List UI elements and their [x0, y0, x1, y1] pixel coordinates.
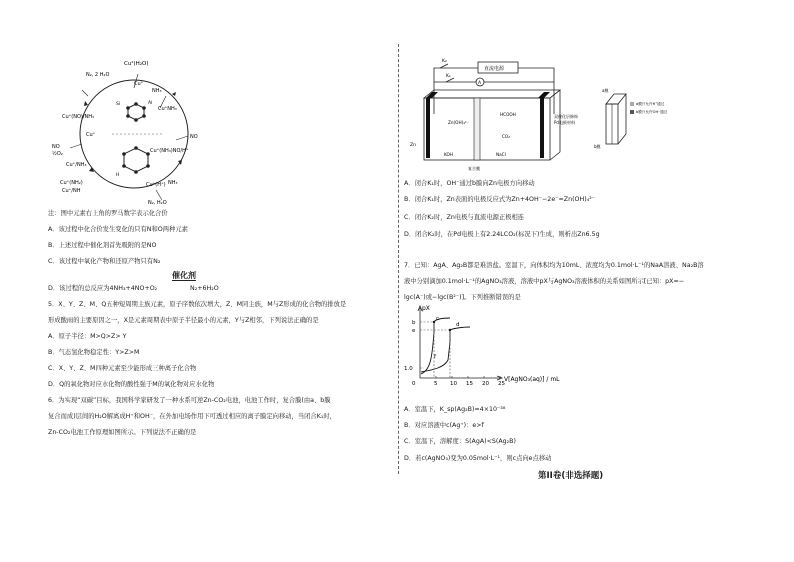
catalytic-cycle-diagram — [52, 56, 222, 206]
catalyst-label: 催化剂 — [172, 271, 196, 280]
label-cuNH: Cu⁺/NH — [62, 188, 81, 194]
q7-option-c: C．室温下，溶解度：S(AgA)<S(Ag₂B) — [404, 438, 516, 445]
meter-label: A — [478, 81, 482, 86]
label-d: d — [456, 322, 460, 328]
label-n2: N₂, 2 H₂O — [86, 72, 110, 78]
switch-k2 — [440, 64, 448, 68]
diagram-note: 注：图中元素右上角的罗马数字表示化合价 — [48, 210, 168, 217]
pd-label-2: Pd电极材料 — [554, 120, 575, 125]
label-o2: ½O₂ — [52, 151, 63, 157]
zn-label: Zn — [410, 143, 416, 148]
pd-electrode — [540, 98, 544, 158]
titration-graph — [404, 302, 574, 388]
membrane-label: 复合膜 — [468, 166, 480, 171]
curve-aga — [421, 318, 450, 374]
q4-option-d-suffix: N₂+6H₂O — [190, 285, 219, 292]
label-n2h2o: N₂, H₂O — [148, 200, 167, 206]
a-mem-label: a膜 — [602, 88, 609, 93]
membrane-detail-diagram — [590, 84, 670, 154]
q6-line-3: Zn-CO₂电池工作原理如图所示。下列说法不正确的是 — [48, 429, 197, 436]
x-label: V[AgNO₃(aq)] / mL — [504, 376, 560, 383]
label-cu1: Cu⁺ — [134, 81, 144, 87]
q7-line-3: lgc(A⁻)或−lgc(B²⁻)]。下列推断错误的是 — [404, 294, 521, 301]
label-cuII-nh3: Cu⁺/NH₃ — [66, 162, 87, 168]
q5-line-2: 形成酸雨的主要原因之一，X是元素周期表中原子半径最小的元素，Y与Z相邻，下列说法正确的是 — [48, 317, 319, 324]
q5-option-a: A．原子半径：M>Q>Z> Y — [48, 333, 127, 340]
q6-line-1: 6．为实现“双碳”目标，我国科学家研发了一种水系可逆Zn-CO₂电池，电池工作时，复合膜(由a、b膜 — [48, 397, 331, 404]
k1-label: K₁ — [446, 74, 451, 79]
q6-option-b: B．闭合K₁时，Zn表面的电极反应式为Zn+4OH⁻−2e⁻=Zn(OH)₄²⁻ — [404, 196, 596, 203]
zeolite-ring-top — [128, 104, 144, 120]
pd-label-1: 双催化层修饰 — [554, 114, 578, 119]
label-no-o2: NO — [52, 144, 60, 150]
point-d — [449, 329, 451, 331]
label-cuNH2: Cu⁺(NH₂) — [60, 180, 83, 186]
label-cu-mid: Cu⁺ — [86, 132, 96, 138]
b-mem-label: b膜 — [594, 144, 601, 149]
q4-option-c: C．该过程中氧化产物和还原产物只有N₂ — [48, 258, 161, 265]
q4-option-b: B．上述过程中催化剂首先吸附的是NO — [48, 242, 157, 249]
x-tick-label: 10 — [450, 381, 457, 387]
q5-option-d: D．Q的氧化物对应水化物的酸性强于M的氧化物对应水化物 — [48, 381, 215, 388]
composite-membrane — [474, 98, 480, 160]
cycle-arrow — [172, 92, 176, 96]
label-cuNO: Cu⁺(NO)/NH₃ — [62, 114, 95, 120]
label-no: NO — [190, 134, 198, 140]
label-c: c — [436, 316, 440, 322]
label-b: b — [412, 320, 416, 326]
label-si: Si — [116, 102, 121, 107]
koh-label: KOH — [444, 152, 453, 157]
zeolite-ring-bottom — [124, 148, 148, 172]
label-f: f — [434, 354, 436, 360]
battery-apparatus-diagram — [404, 58, 578, 172]
q7-option-b: B．对应溶液中c(Ag⁺)：e>f — [404, 422, 484, 429]
label-top: Cu²(H₂O) — [124, 61, 149, 67]
branch-line — [82, 90, 88, 96]
label-al: Al — [148, 101, 153, 106]
label-h: H — [116, 173, 120, 178]
cell-outline — [424, 98, 550, 160]
branch-line — [176, 136, 188, 140]
q6-option-a: A．闭合K₁时，OH⁻通过b膜向Zn电极方向移动 — [404, 180, 535, 187]
label-nh3a: NH₃ — [152, 88, 162, 94]
x-tick-label: 15 — [466, 381, 473, 387]
y-tick-0: 0 — [412, 381, 416, 387]
label-nh3b: NH₃ — [168, 180, 178, 186]
q6-option-d: D．闭合K₂时，在Pd电极上有2.24LCO₂(标况下)生成，则析出Zn6.5g — [404, 231, 600, 238]
q5-option-c: C．X、Y、Z、M四种元素至少能形成三种离子化合物 — [48, 365, 197, 372]
point-c — [433, 321, 435, 323]
cycle-arrow — [84, 101, 88, 106]
q7-line-2: 液中分别滴加0.1mol·L⁻¹的AgNO₃溶液，溶液中pX与AgNO₃溶液体积的关系如图所示[已知：pX=− — [404, 278, 685, 285]
q6-line-2: 复合而成)层间的H₂O解离成H⁺和OH⁻，在外加电场作用下可透过相应的离子膜定向移动，当闭合K₁时， — [48, 413, 336, 420]
label-e: e — [412, 328, 416, 334]
co2-label: CO₂ — [502, 134, 510, 139]
znoh-label: Zn(OH)₄²⁻ — [448, 120, 469, 125]
legend-box-b — [630, 110, 634, 114]
hcooh-label: HCOOH — [500, 112, 516, 117]
q4-option-a: A．该过程中化合价发生变化的只有N和O两种元素 — [48, 226, 188, 233]
pd-electrode-top — [538, 92, 550, 98]
y-tick-1: 1.0 — [404, 366, 413, 372]
nacl-label: NaCl — [496, 152, 506, 157]
column-divider — [398, 44, 399, 474]
q7-line-1: 7．已知：AgA、Ag₂B都是难溶盐。室温下，向体积均为10mL、浓度均为0.1mol·L⁻¹的NaA溶液、Na₂B溶 — [404, 262, 704, 269]
power-label: 直流电源 — [484, 66, 505, 72]
q6-option-c: C．闭合K₂时，Zn电极与直流电源正极相连 — [404, 214, 525, 221]
k2-label: K₂ — [442, 59, 447, 64]
section-title: 第II卷(非选择题) — [538, 471, 604, 481]
label-cuNH3: Cu⁺NH₃ — [158, 106, 177, 112]
curve-ag2b — [421, 327, 470, 372]
x-tick-label: 5 — [434, 381, 438, 387]
branch-line — [70, 144, 82, 148]
x-tick-label: 25 — [498, 381, 505, 387]
label-cuII-nh3no: Cu⁺(NH₃)NO/H⁺ — [150, 148, 189, 154]
legend-a: a膜只允许H⁺通过 — [636, 102, 665, 106]
legend-box-a — [630, 102, 634, 106]
q4-option-d-prefix: D．该过程的总反应为4NH₃+4NO+O₂ — [48, 285, 158, 292]
branch-line — [156, 190, 162, 200]
x-tick-label: 20 — [482, 381, 489, 387]
q7-option-d: D．若c(AgNO₃)变为0.05mol·L⁻¹，则c点向e点移动 — [404, 455, 552, 462]
y-label: pX — [422, 305, 430, 312]
label-cuH: Cu⁺(H⁺) — [146, 182, 166, 188]
q7-option-a: A．室温下，K_sp(Ag₂B)=4×10⁻³⁸ — [404, 406, 506, 413]
q5-option-b: B．气态氢化物稳定性：Y>Z>M — [48, 349, 140, 356]
zn-electrode — [426, 98, 430, 158]
legend-b: b膜只允许OH⁻通过 — [636, 110, 668, 114]
q5-line-1: 5．X、Y、Z、M、Q五种短周期主族元素，原子序数依次增大，Z、M同主族，M与Z形成的化合物的排放是 — [48, 301, 347, 308]
